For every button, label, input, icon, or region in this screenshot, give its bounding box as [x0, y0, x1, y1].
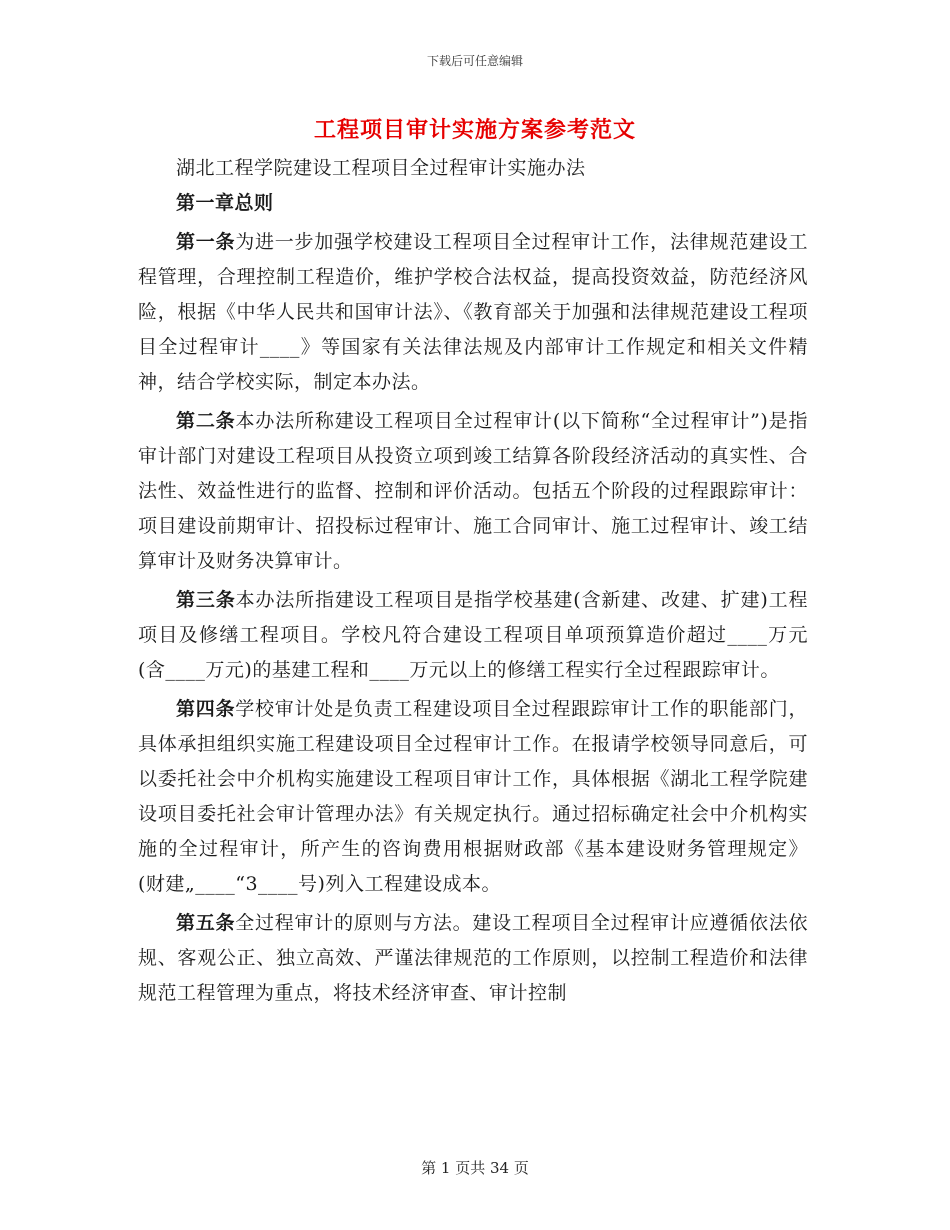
- article-label: 第四条: [176, 698, 236, 720]
- article-label: 第三条: [176, 589, 236, 611]
- document-body: [138, 151, 808, 1011]
- article-2: [138, 404, 808, 579]
- article-3: [138, 583, 808, 688]
- article-1: [138, 225, 808, 400]
- document-title: 工程项目审计实施方案参考范文: [313, 117, 636, 143]
- article-label: 第五条: [176, 912, 236, 934]
- page-footer: 第 1 页共 34 页: [421, 1159, 529, 1177]
- document-subtitle: 湖北工程学院建设工程项目全过程审计实施办法: [176, 157, 586, 179]
- article-label: 第一条: [176, 231, 236, 253]
- article-text: 本办法所指建设工程项目是指学校基建(含新建、改建、扩建)工程项目及修缮工程项目。学校凡符合建设工程项目单项预算造价超过____万元(含____万元)的基建工程和____万元以上的修缮工程实行全过程跟踪审计。: [138, 589, 808, 681]
- article-label: 第二条: [176, 410, 236, 432]
- article-5: [138, 906, 808, 1011]
- article-text: 学校审计处是负责工程建设项目全过程跟踪审计工作的职能部门，具体承担组织实施工程建设项目全过程审计工作。在报请学校领导同意后，可以委托社会中介机构实施建设工程项目审计工作，具体根据《湖北工程学院建设项目委托社会审计管理办法》有关规定执行。通过招标确定社会中介机构实施的全过程审计，所产生的咨询费用根据财政部《基本建设财务管理规定》(财建„____“3____号)列入工程建设成本。: [138, 698, 808, 895]
- article-text: 为进一步加强学校建设工程项目全过程审计工作，法律规范建设工程管理，合理控制工程造价，维护学校合法权益，提高投资效益，防范经济风险，根据《中华人民共和国审计法》、《教育部关于加强和法律规范建设工程项目全过程审计____》等国家有关法律法规及内部审计工作规定和相关文件精神，结合学校实际，制定本办法。: [138, 231, 808, 393]
- page-header: 下载后可任意编辑: [426, 54, 523, 68]
- article-text: 全过程审计的原则与方法。建设工程项目全过程审计应遵循依法依规、客观公正、独立高效、严谨法律规范的工作原则，以控制工程造价和法律规范工程管理为重点，将技术经济审查、审计控制: [138, 912, 808, 1004]
- article-text: 本办法所称建设工程项目全过程审计(以下简称“全过程审计”)是指审计部门对建设工程项目从投资立项到竣工结算各阶段经济活动的真实性、合法性、效益性进行的监督、控制和评价活动。包括五个阶段的过程跟踪审计：项目建设前期审计、招投标过程审计、施工合同审计、施工过程审计、竣工结算审计及财务决算审计。: [138, 410, 808, 572]
- article-4: [138, 692, 808, 902]
- chapter-heading: 第一章总则: [176, 192, 274, 214]
